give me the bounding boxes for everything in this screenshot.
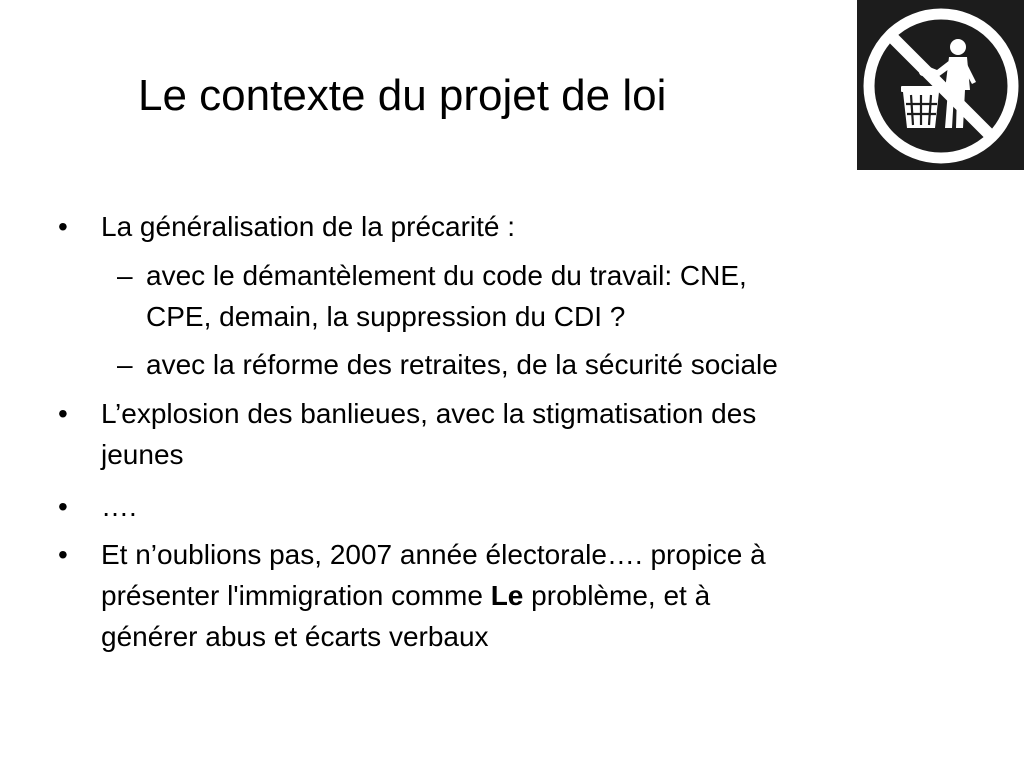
list-item-text: avec la réforme des retraites, de la sécurité sociale [146,349,778,380]
bullet-marker: • [58,491,68,522]
sub-bullet-marker: – [117,349,133,380]
list-item-text: jeunes [101,439,184,470]
text-run: présenter l'immigration comme [101,580,491,611]
list-item-text: avec le démantèlement du code du travail: CNE, [146,260,747,291]
list-item-text: générer abus et écarts verbaux [101,621,489,652]
list-item-text: CPE, demain, la suppression du CDI ? [146,301,626,332]
sub-bullet-marker: – [117,260,133,291]
list-item-text: …. [101,491,137,522]
bullet-marker: • [58,539,68,570]
bullet-marker: • [58,398,68,429]
emphasis-text: Le [490,580,524,611]
list-item-text: Et n’oublions pas, 2007 année électorale…. propice à [101,539,766,570]
list-item-text: La généralisation de la précarité : [101,211,516,242]
list-item-text [101,575,931,616]
bullet-marker: • [58,211,68,242]
list-item-text: L’explosion des banlieues, avec la stigmatisation des [101,398,757,429]
slide-title: Le contexte du projet de loi [138,71,667,120]
text-run: problème, et à [523,580,711,611]
